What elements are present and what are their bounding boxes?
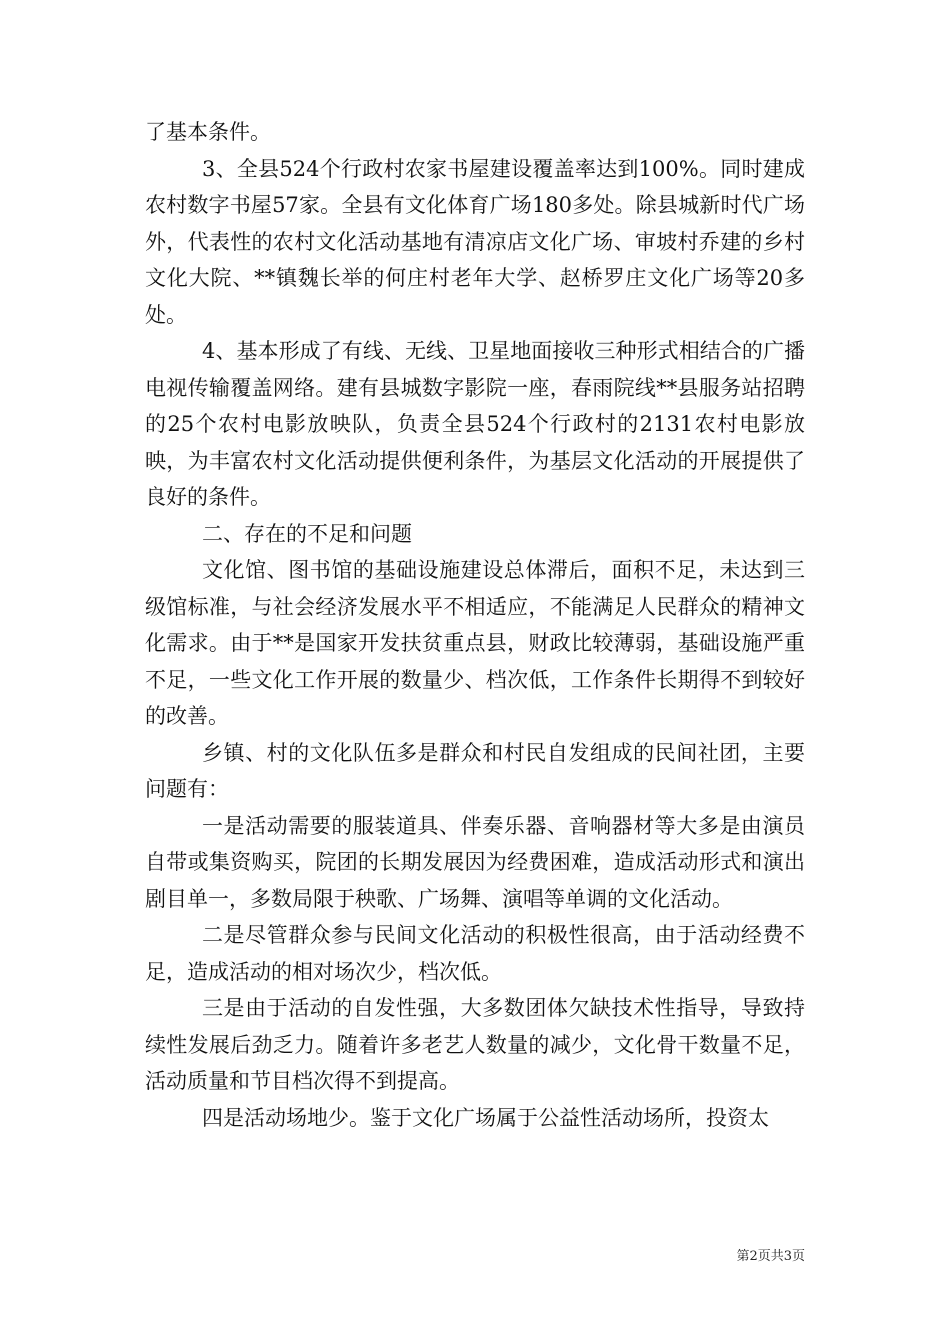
paragraph-9: 三是由于活动的自发性强，大多数团体欠缺技术性指导，导致持续性发展后劲乏力。随着许多老艺人数量的减少，文化骨干数量不足，活动质量和节目档次得不到提高。 [145, 996, 805, 1093]
paragraph-3: 4、基本形成了有线、无线、卫星地面接收三种形式相结合的广播电视传输覆盖网络。建有县城数字影院一座，春雨院线**县服务站招聘的25个农村电影放映队，负责全县524个行政村的2131农村电影放映，为丰富农村文化活动提供便利条件，为基层文化活动的开展提供了良好的条件。 [145, 339, 805, 509]
paragraph-8: 二是尽管群众参与民间文化活动的积极性很高，由于活动经费不足，造成活动的相对场次少，档次低。 [145, 923, 805, 984]
paragraph-6: 乡镇、村的文化队伍多是群众和村民自发组成的民间社团，主要问题有： [145, 740, 805, 801]
paragraph-1: 了基本条件。 [145, 120, 271, 144]
document-body [145, 114, 805, 1136]
section-heading: 二、存在的不足和问题 [202, 521, 412, 546]
paragraph-5: 文化馆、图书馆的基础设施建设总体滞后，面积不足，未达到三级馆标准，与社会经济发展水平不相适应，不能满足人民群众的精神文化需求。由于**是国家开发扶贫重点县，财政比较薄弱，基础设施严重不足，一些文化工作开展的数量少、档次低，工作条件长期得不到较好的改善。 [145, 558, 805, 728]
paragraph-10: 四是活动场地少。鉴于文化广场属于公益性活动场所，投资太 [202, 1105, 769, 1130]
paragraph-7: 一是活动需要的服装道具、伴奏乐器、音响器材等大多是由演员自带或集资购买，院团的长期发展因为经费困难，造成活动形式和演出剧目单一，多数局限于秧歌、广场舞、演唱等单调的文化活动。 [145, 813, 805, 911]
paragraph-2: 3、全县524个行政村农家书屋建设覆盖率达到100%。同时建成农村数字书屋57家。全县有文化体育广场180多处。除县城新时代广场外，代表性的农村文化活动基地有清凉店文化广场、审坡村乔建的乡村文化大院、**镇魏长举的何庄村老年大学、赵桥罗庄文化广场等20多处。 [145, 156, 805, 327]
page-number-footer: 第2页共3页 [736, 1249, 805, 1264]
